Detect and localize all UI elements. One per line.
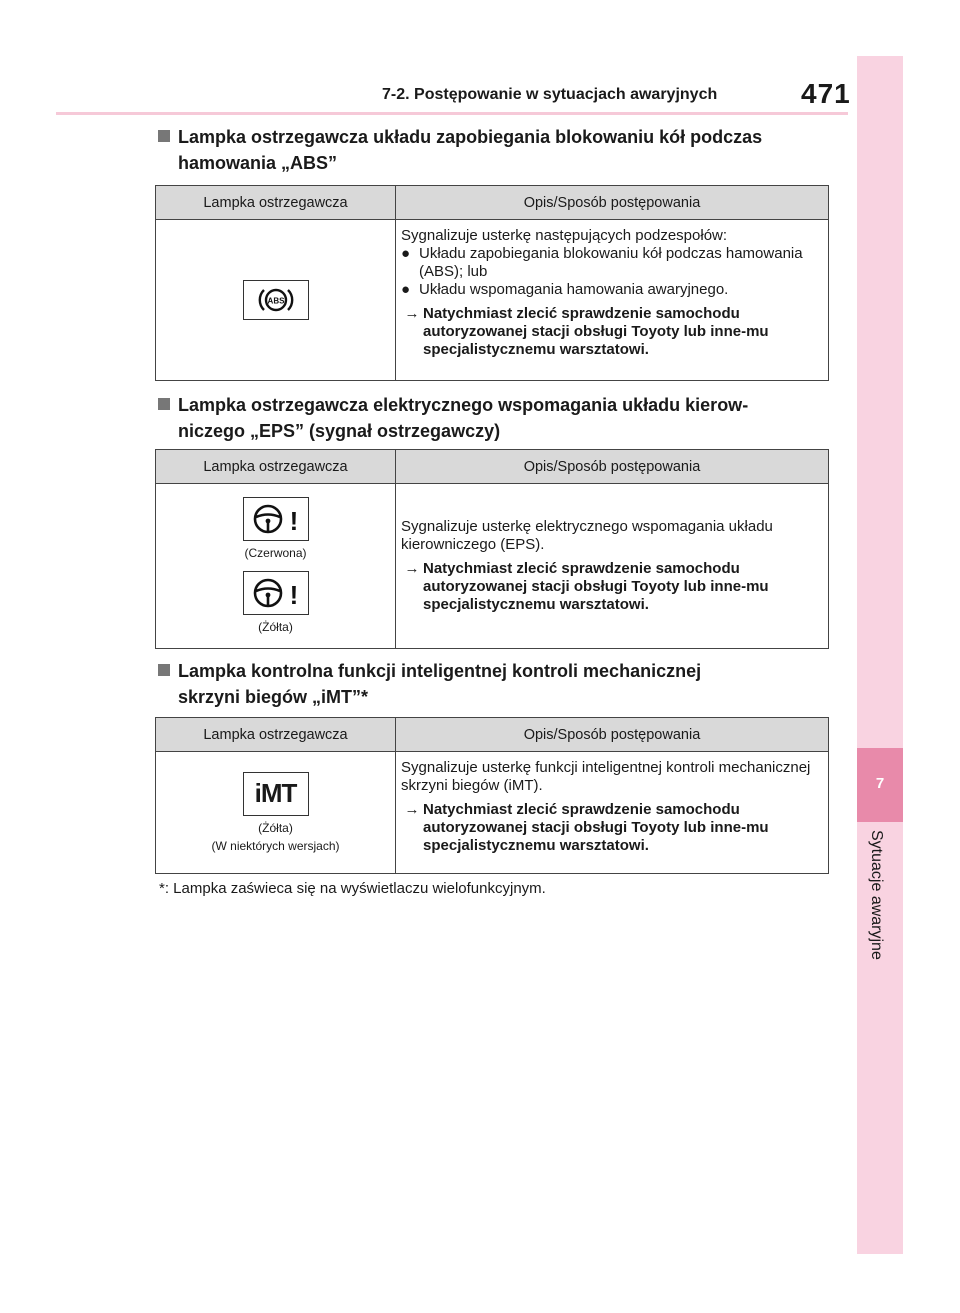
- square-bullet-icon: [158, 398, 170, 410]
- bullet-dot-icon: ●: [401, 245, 411, 262]
- table-row: [156, 220, 828, 380]
- chapter-number: 7: [875, 775, 885, 792]
- arrow-icon: →: [404, 801, 420, 818]
- icon-caption: (Czerwona): [244, 546, 307, 560]
- square-bullet-icon: [158, 130, 170, 142]
- header-warning-light: Lampka ostrzegawcza: [156, 186, 396, 219]
- steering-warning-red-icon: [243, 497, 309, 541]
- imt-indicator-icon: iMT: [243, 772, 309, 816]
- chapter-side-tab: [857, 56, 903, 1254]
- section-heading-eps: Lampka ostrzegawcza elektrycznego wspomagania układu kierow- niczego „EPS” (sygnał ostrzegawczy): [158, 392, 748, 444]
- table-header: [156, 186, 828, 220]
- eps-table: [155, 449, 829, 649]
- action-text: → Natychmiast zlecić sprawdzenie samochodu autoryzowanej stacji obsługi Toyoty lub inne-mu specjalistycznemu warsztatowi.: [401, 305, 818, 359]
- bullet-dot-icon: ●: [401, 281, 411, 298]
- steering-warning-yellow-icon: [243, 571, 309, 615]
- square-bullet-icon: [158, 664, 170, 676]
- table-header: [156, 450, 828, 484]
- header-description: Opis/Sposób postępowania: [523, 194, 701, 211]
- section-heading-abs: Lampka ostrzegawcza układu zapobiegania blokowaniu kół podczas hamowania „ABS”: [158, 124, 762, 176]
- icon-caption: (Żółta): [258, 620, 293, 634]
- abs-table: [155, 185, 829, 381]
- icon-caption: (Żółta): [258, 820, 293, 835]
- action-text: → Natychmiast zlecić sprawdzenie samochodu autoryzowanej stacji obsługi Toyoty lub inne-mu specjalistycznemu warsztatowi.: [401, 560, 818, 614]
- abs-warning-icon: [243, 280, 309, 320]
- header-divider: [56, 112, 848, 115]
- arrow-icon: →: [404, 559, 420, 577]
- description-text: Sygnalizuje usterkę funkcji inteligentnej kontroli mechanicznej skrzyni biegów (iMT).: [401, 759, 811, 794]
- table-row: [156, 752, 828, 873]
- svg-text:ABS: ABS: [267, 296, 284, 306]
- section-heading-imt: Lampka kontrolna funkcji inteligentnej kontroli mechanicznej skrzyni biegów „iMT”*: [158, 658, 701, 710]
- header-description: Opis/Sposób postępowania: [523, 726, 701, 743]
- table-header: [156, 718, 828, 752]
- page-number: 471: [801, 78, 851, 109]
- list-item: ● Układu zapobiegania blokowaniu kół podczas hamowania (ABS); lub: [401, 245, 803, 280]
- header-description: Opis/Sposób postępowania: [523, 458, 701, 475]
- table-row: [156, 484, 828, 648]
- action-text: → Natychmiast zlecić sprawdzenie samochodu autoryzowanej stacji obsługi Toyoty lub inne-mu specjalistycznemu warsztatowi.: [401, 801, 818, 855]
- svg-text:!: !: [289, 506, 298, 536]
- header-warning-light: Lampka ostrzegawcza: [156, 450, 396, 483]
- footnote: *: Lampka zaświeca się na wyświetlaczu wielofunkcyjnym.: [159, 880, 546, 897]
- icon-caption: (W niektórych wersjach): [211, 838, 340, 853]
- list-item: ● Układu wspomagania hamowania awaryjnego.: [401, 281, 729, 298]
- description-text: Sygnalizuje usterkę następujących podzespołów:: [401, 227, 728, 244]
- chapter-name: Sytuacje awaryjne: [868, 830, 885, 960]
- header-title: 7-2. Postępowanie w sytuacjach awaryjnych: [382, 86, 718, 103]
- header-warning-light: Lampka ostrzegawcza: [156, 718, 396, 751]
- svg-text:!: !: [289, 580, 298, 610]
- imt-table: [155, 717, 829, 874]
- arrow-icon: →: [404, 305, 420, 322]
- description-text: Sygnalizuje usterkę elektrycznego wspomagania układu kierowniczego (EPS).: [401, 517, 773, 553]
